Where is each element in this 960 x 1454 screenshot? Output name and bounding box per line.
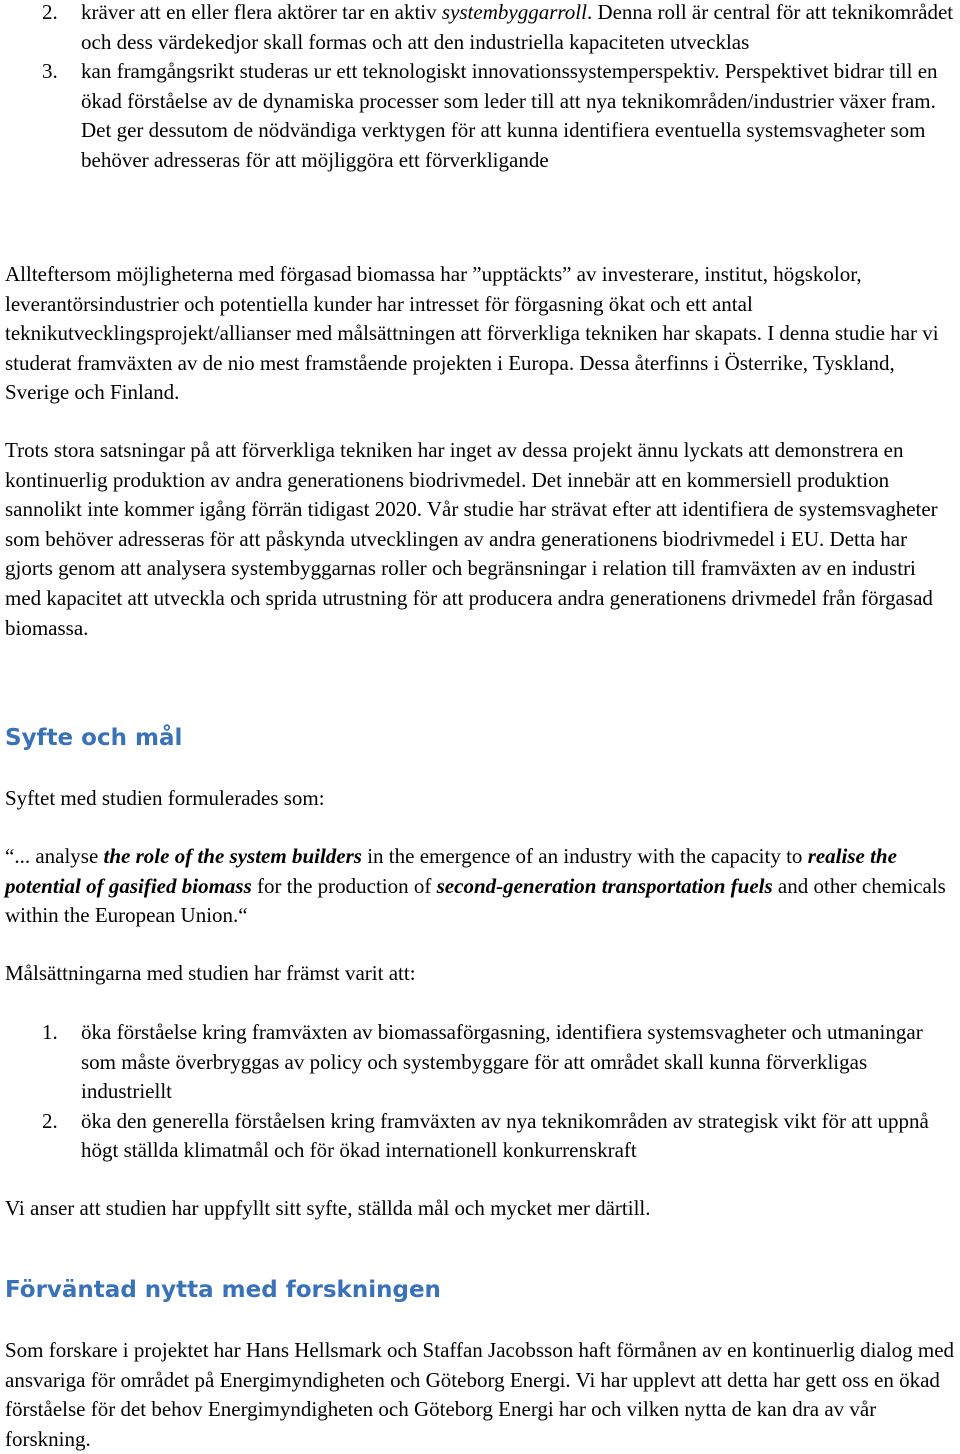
quote-text: and other chemicals within the European Union.“ (5, 873, 946, 928)
emphasis-text: systembyggarroll (441, 0, 587, 24)
list-item (0, 1018, 960, 1107)
section-heading: Syfte och mål (5, 725, 183, 751)
paragraph: Som forskare i projektet har Hans Hellsmark och Staffan Jacobsson haft förmånen av en kontinuerlig dialog med ansvariga för området på Energimyndigheten och Göteborg Energi. Vi har upplevt att detta har gett oss en ökad förståelse för det behov Energimyndigheten och Göteborg Energi har och vilken nytta de kan dra av vår forskning. (5, 1338, 955, 1451)
list-number: 1. (42, 1020, 58, 1044)
goals-numbered-list (0, 1018, 960, 1166)
list-text: öka förståelse kring framväxten av biomassaförgasning, identifiera systemsvagheter och utmaningar som måste överbryggas av policy och systembyggare för att området skall kunna förverkligas industriellt (81, 1020, 923, 1104)
quote-emphasis: realise the potential of gasified biomass (5, 844, 897, 898)
list-text-part: . Denna roll är central för att teknikområdet och dess värdekedjor skall formas och att den industriella kapaciteten utvecklas (81, 0, 954, 54)
quote-text: “... analyse (5, 844, 104, 868)
top-numbered-list (0, 0, 960, 176)
list-text: öka den generella förståelsen kring framväxten av nya teknikområden av strategisk vikt för att uppnå högt ställda klimatmål och för ökad internationell konkurrenskraft (81, 1108, 929, 1163)
quote-text: in the emergence of an industry with the capacity to (361, 844, 808, 868)
list-text: kan framgångsrikt studeras ur ett teknologiskt innovationssystemperspektiv. Perspektivet bidrar till en ökad förståelse av de dynamiska processer som leder till att nya teknikområden/industrier växer fram. Det ger dessutom de nödvändiga verktygen för att kunna identifiera eventuella systemsvagheter som behöver adresseras för att möjliggöra ett förverkligande (81, 59, 938, 172)
section-heading: Förväntad nytta med forskningen (5, 1277, 441, 1303)
paragraph: Målsättningarna med studien har främst varit att: (5, 961, 416, 985)
paragraph: Trots stora satsningar på att förverkliga tekniken har inget av dessa projekt ännu lyckats att demonstrera en kontinuerlig produktion av andra generationens biodrivmedel. Det innebär att en kommersiell produktion sannolikt inte kommer igång förrän tidigast 2020. Vår studie har strävat efter att identifiera de systemsvagheter som behöver adresseras för att påskynda utvecklingen av andra generationens biodrivmedel i EU. Detta har gjorts genom att analysera systembyggarnas roller och begränsningar i relation till framväxten av en industri med kapacitet att utveckla och sprida utrustning för att producera andra generationens drivmedel från förgasad biomassa. (5, 438, 938, 640)
quote-block (5, 842, 955, 931)
list-number: 3. (42, 59, 58, 84)
list-item (0, 57, 960, 175)
list-item (0, 0, 960, 57)
list-text-part: kräver att en eller flera aktörer tar en aktiv (81, 0, 442, 24)
paragraph: Vi anser att studien har uppfyllt sitt syfte, ställda mål och mycket mer därtill. (5, 1196, 651, 1220)
paragraph: Allteftersom möjligheterna med förgasad biomassa har ”upptäckts” av investerare, institut, högskolor, leverantörsindustrier och potentiella kunder har intresset för förgasning ökat och ett antal teknikutvecklingsprojekt/allianser med målsättningen att förverkliga tekniken har skapats. I denna studie har vi studerat framväxten av de nio mest framstående projekten i Europa. Dessa återfinns i Österrike, Tyskland, Sverige och Finland. (5, 262, 939, 405)
quote-emphasis: the role of the system builders (103, 844, 362, 868)
quote-text: for the production of (251, 873, 437, 898)
list-number: 2. (42, 1108, 58, 1133)
list-item (0, 1107, 960, 1166)
list-number: 2. (42, 0, 58, 24)
paragraph: Syftet med studien formulerades som: (5, 786, 325, 810)
quote-emphasis: second-generation transportation fuels (436, 873, 773, 898)
